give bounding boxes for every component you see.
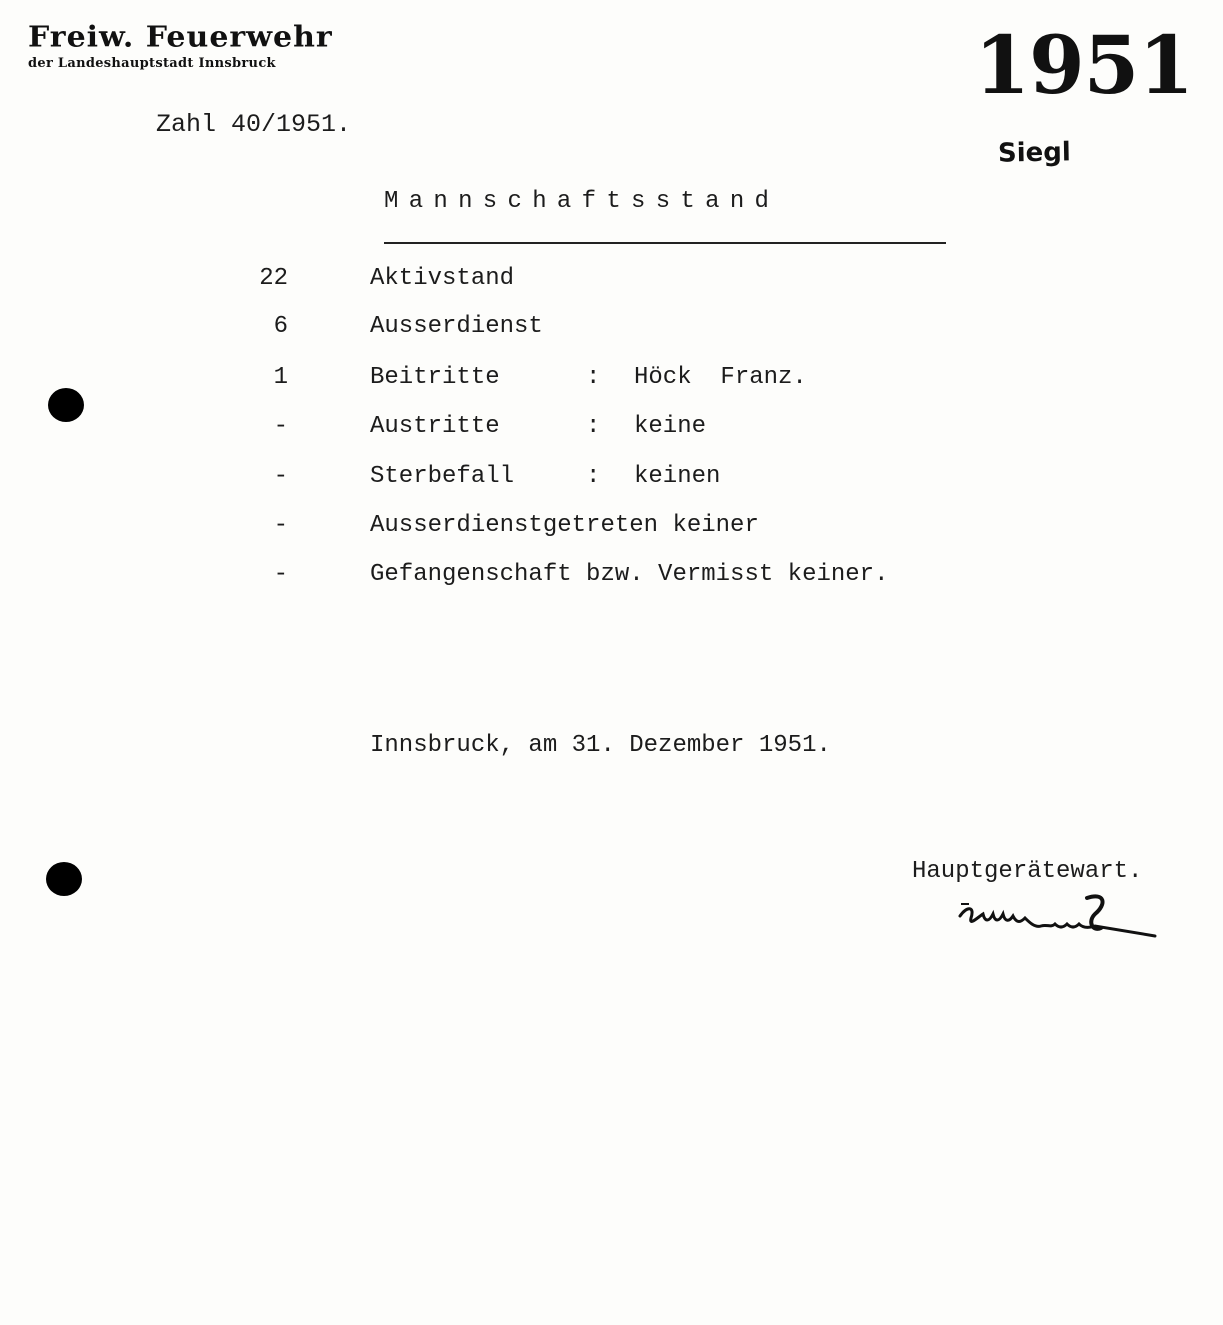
- row-label: Ausserdienst: [370, 313, 543, 340]
- row-label: Beitritte: [370, 364, 500, 391]
- row-colon: :: [586, 463, 601, 490]
- row-count: -: [273, 413, 288, 440]
- row-count: 1: [273, 364, 288, 391]
- row-count: -: [273, 561, 288, 588]
- title-underline: [384, 242, 946, 244]
- row-value: keinen: [634, 463, 721, 490]
- row-count: 6: [273, 313, 288, 340]
- row-label: Sterbefall: [370, 463, 515, 490]
- row-count: 22: [259, 265, 288, 292]
- letterhead-stamp-line1: Freiw. Feuerwehr: [28, 20, 333, 55]
- row-value: Höck Franz.: [634, 364, 807, 391]
- row-label: Gefangenschaft bzw. Vermisst keiner.: [370, 561, 889, 588]
- row-count: -: [273, 512, 288, 539]
- signatory-role: Hauptgerätewart.: [912, 858, 1143, 885]
- row-label: Ausserdienstgetreten keiner: [370, 512, 759, 539]
- letterhead-stamp-line2: der Landeshauptstadt Innsbruck: [28, 56, 276, 71]
- year-stamp: 1951: [974, 18, 1193, 112]
- row-label: Austritte: [370, 413, 500, 440]
- name-stamp: Siegl: [997, 137, 1072, 169]
- row-count: -: [273, 463, 288, 490]
- punch-hole-upper: [48, 388, 84, 422]
- place-date-line: Innsbruck, am 31. Dezember 1951.: [370, 732, 831, 759]
- reference-number: Zahl 40/1951.: [156, 110, 352, 139]
- document-title: Mannschaftsstand: [384, 188, 780, 215]
- row-colon: :: [586, 413, 601, 440]
- handwritten-signature: [955, 888, 1160, 958]
- row-value: keine: [634, 413, 707, 440]
- punch-hole-lower: [46, 862, 82, 896]
- row-colon: :: [586, 364, 601, 391]
- row-label: Aktivstand: [370, 265, 515, 292]
